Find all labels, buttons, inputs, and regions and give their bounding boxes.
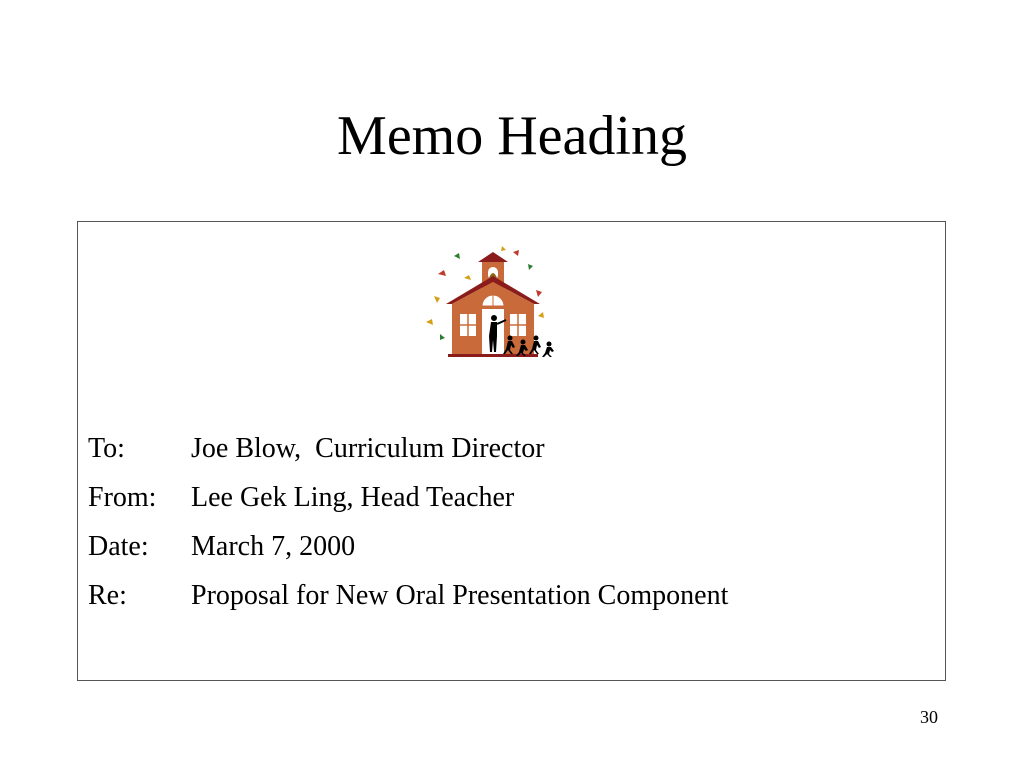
memo-row-to xyxy=(88,424,928,473)
memo-label: Re: xyxy=(88,580,127,611)
memo-label: To: xyxy=(88,433,125,464)
schoolhouse-icon xyxy=(418,234,568,364)
memo-label: From: xyxy=(88,482,157,513)
slide-title: Memo Heading xyxy=(337,105,687,167)
memo-value: Lee Gek Ling, Head Teacher xyxy=(191,482,515,513)
memo-value: Joe Blow, Curriculum Director xyxy=(191,433,545,464)
memo-label: Date: xyxy=(88,531,149,562)
memo-row-re xyxy=(88,571,928,620)
memo-value: March 7, 2000 xyxy=(191,531,356,562)
slide-number: 30 xyxy=(920,707,938,727)
memo-box xyxy=(77,221,946,681)
memo-row-date xyxy=(88,522,928,571)
memo-value: Proposal for New Oral Presentation Component xyxy=(191,580,729,611)
memo-fields xyxy=(88,424,928,620)
memo-row-from xyxy=(88,473,928,522)
